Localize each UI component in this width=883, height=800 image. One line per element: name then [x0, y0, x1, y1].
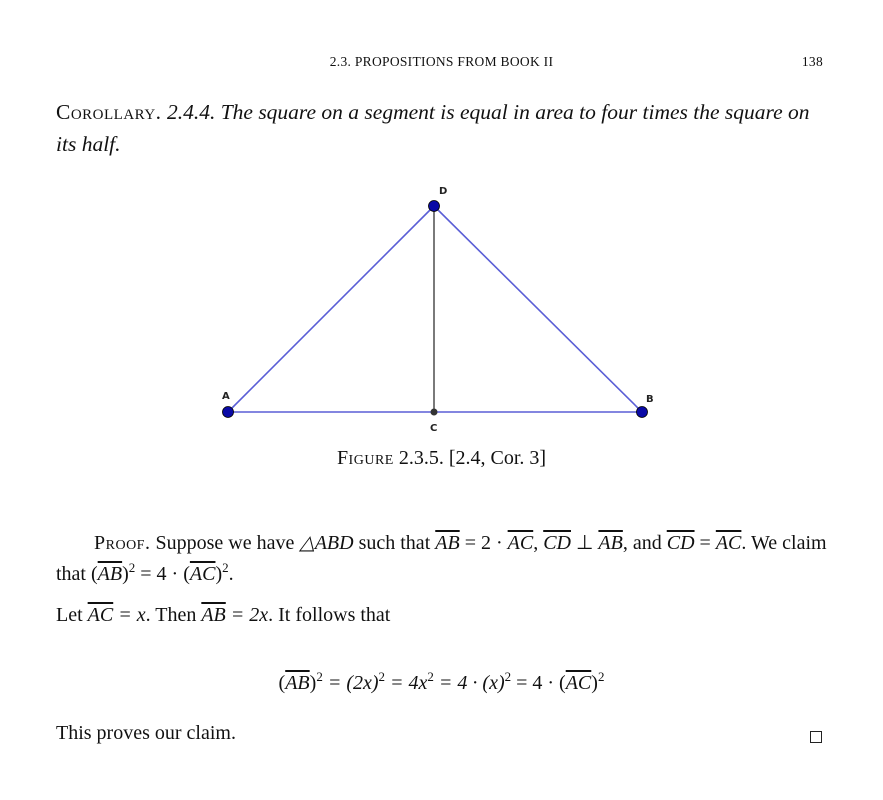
math-operator: = 4 · ( — [511, 672, 566, 694]
math-exponent: 2 — [128, 560, 136, 575]
math-segment: $\overline{AB}$ — [598, 532, 623, 554]
math-segment: $\overline{AB}$ — [285, 672, 310, 694]
proof-text: , — [533, 532, 539, 554]
caption-label: Figure — [336, 447, 394, 469]
math-segment: $\overline{AC}$ — [715, 532, 742, 554]
caption-ref: [2.4, Cor. 3] — [448, 447, 547, 469]
proof-paragraph — [56, 600, 828, 631]
math-operator: = 2 · — [459, 532, 508, 554]
proof-text: . Then — [145, 604, 197, 626]
triangle-diagram — [215, 182, 665, 432]
closing-sentence: This proves our claim. — [56, 722, 236, 744]
math-exponent: 2 — [597, 669, 605, 684]
label-c: C — [430, 423, 438, 432]
math-exponent: 2 — [504, 669, 512, 684]
proof-text: , and — [622, 532, 662, 554]
corollary-block — [56, 96, 828, 160]
proof-text: . We claim that — [56, 532, 827, 585]
label-a: A — [222, 391, 230, 402]
proof-text: Suppose we have — [155, 532, 295, 554]
math-segment: $\overline{AC}$ — [87, 604, 114, 626]
math-triangle: △ABD — [299, 532, 354, 554]
display-equation: $(\overline{AB})^2 = (2x)^2 = 4x^2 = 4 \cdot (x)^2 = 4 \cdot (\overline{AC})^2$ — [278, 669, 605, 694]
point-b — [637, 407, 648, 418]
segment-bd — [434, 206, 642, 412]
triangle-figure — [215, 182, 665, 432]
math-operator: ⊥ — [571, 532, 599, 554]
math-segment: $\overline{CD}$ — [543, 532, 571, 554]
corollary-statement: The square on a segment is equal in area to four times the square on its half. — [56, 100, 810, 156]
proof-text: such that — [358, 532, 431, 554]
point-c — [431, 409, 438, 416]
page-number: 138 — [801, 54, 823, 69]
proof-text: . — [228, 563, 234, 585]
math-segment: $\overline{AB}$ — [201, 604, 226, 626]
proof-text: Let — [56, 604, 83, 626]
corollary-number: 2.4.4. — [166, 100, 216, 124]
math-expression: = (2x) — [322, 672, 379, 694]
label-b: B — [646, 394, 654, 405]
label-d: D — [439, 186, 448, 197]
math-segment: $\overline{AC}$ — [565, 672, 592, 694]
math-exponent: 2 — [316, 669, 323, 684]
math-segment: $\overline{AC}$ — [189, 563, 216, 585]
math-segment: $\overline{CD}$ — [666, 532, 695, 554]
qed-box — [810, 731, 822, 743]
math-segment: $\overline{AB}$ — [97, 563, 123, 585]
math-segment: $\overline{AB}$ — [435, 532, 460, 554]
segment-ad — [228, 206, 434, 412]
proof-text: . It follows that — [268, 604, 391, 626]
math-expression: = x — [113, 604, 146, 626]
math-operator: = — [694, 532, 716, 554]
proof-block — [56, 528, 828, 631]
point-a — [223, 407, 234, 418]
math-exponent: 2 — [378, 669, 386, 684]
proof-label: Proof. — [94, 532, 151, 554]
figure-caption — [0, 447, 883, 470]
running-head — [0, 54, 883, 74]
proof-paragraph: Proof. Suppose we have △ABD such that $\overline{AB} = 2 \cdot \overline{AC}$, $\overline{CD}$ ⊥ $\overline{AB}$, and $\overline{CD} = \overline{AC}$. We claim that $(\overline{AB})^2 = 4 \cdot (\overline{AC})^2$. — [56, 532, 827, 585]
math-segment: $\overline{AC}$ — [507, 532, 534, 554]
point-d — [429, 201, 440, 212]
section-title: 2.3. PROPOSITIONS FROM BOOK II — [329, 54, 554, 69]
math-operator: = 4 · ( — [135, 563, 190, 585]
math-expression: = 4 · (x) — [433, 672, 505, 694]
math-exponent: 2 — [427, 669, 434, 684]
math-exponent: 2 — [222, 560, 229, 575]
math-expression: = 2x — [225, 604, 269, 626]
corollary-label: Corollary. — [56, 100, 162, 124]
caption-number: 2.3.5. — [398, 447, 444, 469]
math-expression: = 4x — [385, 672, 428, 694]
